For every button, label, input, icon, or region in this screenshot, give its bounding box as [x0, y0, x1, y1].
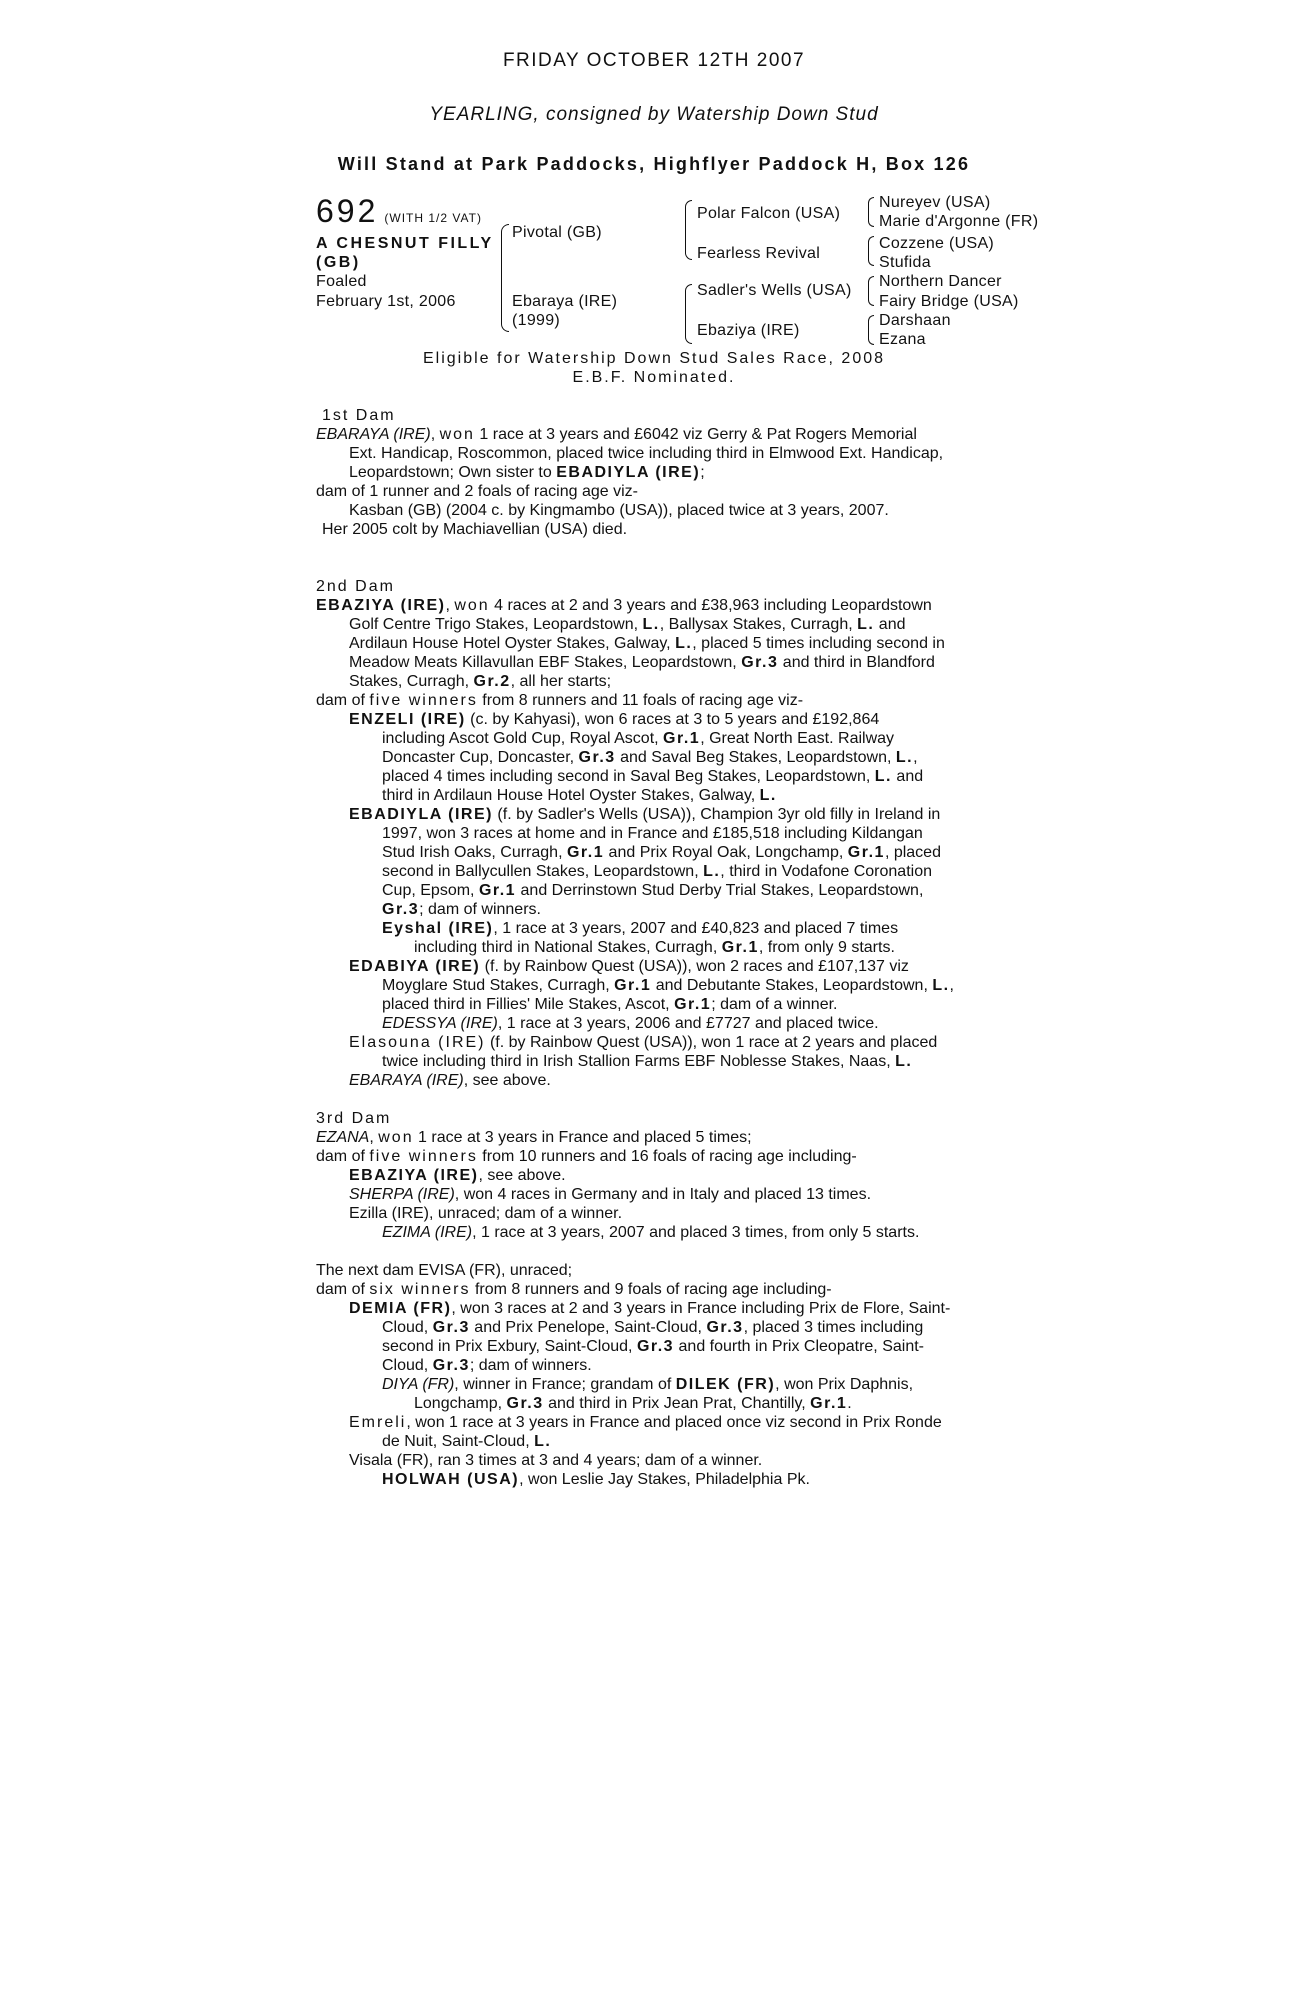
second-dam-heading: 2nd Dam: [316, 578, 395, 595]
foaled-date: February 1st, 2006: [316, 293, 456, 310]
pedigree-sire: Pivotal (GB): [512, 224, 602, 241]
second-dam-line: Meadow Meats Killavullan EBF Stakes, Leopardstown, Gr.3 and third in Blandford: [349, 654, 935, 671]
pedigree-brace: [868, 276, 874, 306]
eligibility-ebf: E.B.F. Nominated.: [572, 369, 736, 386]
stand-location: Will Stand at Park Paddocks, Highflyer Paddock H, Box 126: [337, 154, 971, 174]
second-dam-line: including third in National Stakes, Curragh, Gr.1, from only 9 starts.: [414, 939, 895, 956]
first-dam-line: Leopardstown; Own sister to EBADIYLA (IRE);: [349, 464, 705, 481]
second-dam-line: twice including third in Irish Stallion Farms EBF Noblesse Stakes, Naas, L.: [382, 1053, 913, 1070]
pedigree-sire-dam: Fearless Revival: [697, 245, 821, 262]
pedigree-dam: Ebaraya (IRE): [512, 293, 618, 310]
third-dam-line: Ezilla (IRE), unraced; dam of a winner.: [349, 1205, 623, 1222]
lot-description-country: (GB): [316, 254, 361, 271]
pedigree-dam-dam: Ebaziya (IRE): [697, 322, 800, 339]
next-dam-line: de Nuit, Saint-Cloud, L.: [382, 1433, 552, 1450]
first-dam-heading: 1st Dam: [322, 407, 396, 424]
second-dam-line: including Ascot Gold Cup, Royal Ascot, Gr.1, Great North East. Railway: [382, 730, 895, 747]
second-dam-line: Stud Irish Oaks, Curragh, Gr.1 and Prix Royal Oak, Longchamp, Gr.1, placed: [382, 844, 941, 861]
second-dam-line: Ardilaun House Hotel Oyster Stakes, Galway, L., placed 5 times including second in: [349, 635, 945, 652]
lot-vat: (WITH 1/2 VAT): [384, 211, 482, 225]
second-dam-line: Doncaster Cup, Doncaster, Gr.3 and Saval Beg Stakes, Leopardstown, L.,: [382, 749, 918, 766]
next-dam-line: DEMIA (FR), won 3 races at 2 and 3 years in France including Prix de Flore, Saint-: [349, 1300, 951, 1317]
eligibility-race: Eligible for Watership Down Stud Sales Race, 2008: [422, 350, 886, 367]
second-dam-line: EBARAYA (IRE), see above.: [349, 1072, 551, 1089]
second-dam-line: Stakes, Curragh, Gr.2, all her starts;: [349, 673, 612, 690]
pedigree-gen3-3: Cozzene (USA): [879, 235, 995, 252]
next-dam-line: HOLWAH (USA), won Leslie Jay Stakes, Philadelphia Pk.: [382, 1471, 810, 1488]
second-dam-line: 1997, won 3 races at home and in France and £185,518 including Kildangan: [382, 825, 923, 842]
third-dam-heading: 3rd Dam: [316, 1110, 392, 1127]
next-dam-line: Cloud, Gr.3; dam of winners.: [382, 1357, 592, 1374]
pedigree-brace: [868, 197, 874, 227]
pedigree-sire-sire: Polar Falcon (USA): [697, 205, 841, 222]
pedigree-brace: [685, 200, 692, 260]
third-dam-line: SHERPA (IRE), won 4 races in Germany and in Italy and placed 13 times.: [349, 1186, 872, 1203]
third-dam-line: EZIMA (IRE), 1 race at 3 years, 2007 and placed 3 times, from only 5 starts.: [382, 1224, 920, 1241]
second-dam-line: EDABIYA (IRE) (f. by Rainbow Quest (USA)), won 2 races and £107,137 viz: [349, 958, 909, 975]
second-dam-line: placed third in Fillies' Mile Stakes, Ascot, Gr.1; dam of a winner.: [382, 996, 838, 1013]
second-dam-line: Eyshal (IRE), 1 race at 3 years, 2007 and £40,823 and placed 7 times: [382, 920, 899, 937]
foaled-label: Foaled: [316, 273, 367, 290]
second-dam-line: Golf Centre Trigo Stakes, Leopardstown, L., Ballysax Stakes, Curragh, L. and: [349, 616, 906, 633]
lot-description: A CHESNUT FILLY: [316, 235, 494, 252]
next-dam-line: Longchamp, Gr.3 and third in Prix Jean Prat, Chantilly, Gr.1.: [414, 1395, 852, 1412]
first-dam-line: Her 2005 colt by Machiavellian (USA) died.: [322, 521, 628, 538]
catalogue-body: [316, 406, 1006, 1489]
first-dam-line: dam of 1 runner and 2 foals of racing age viz-: [316, 483, 638, 500]
lot-number: [316, 193, 482, 230]
next-dam-line: The next dam EVISA (FR), unraced;: [316, 1262, 573, 1279]
next-dam-line: Emreli, won 1 race at 3 years in France and placed once viz second in Prix Ronde: [349, 1414, 942, 1431]
first-dam-line: Ext. Handicap, Roscommon, placed twice including third in Elmwood Ext. Handicap,: [349, 445, 944, 462]
lot-number-value: 692: [316, 193, 379, 229]
sale-date: FRIDAY OCTOBER 12TH 2007: [502, 50, 806, 71]
consignment-subtitle: YEARLING, consigned by Watership Down Stud: [429, 104, 879, 125]
second-dam-line: second in Ballycullen Stakes, Leopardstown, L., third in Vodafone Coronation: [382, 863, 932, 880]
second-dam-line: placed 4 times including second in Saval Beg Stakes, Leopardstown, L. and: [382, 768, 924, 785]
pedigree-gen3-8: Ezana: [879, 331, 926, 348]
second-dam-line: EDESSYA (IRE), 1 race at 3 years, 2006 and £7727 and placed twice.: [382, 1015, 879, 1032]
pedigree-brace: [868, 315, 874, 345]
pedigree-dam-sire: Sadler's Wells (USA): [697, 282, 852, 299]
second-dam-line: ENZELI (IRE) (c. by Kahyasi), won 6 races at 3 to 5 years and £192,864: [349, 711, 880, 728]
pedigree-dam-year: (1999): [512, 312, 561, 329]
second-dam-line: third in Ardilaun House Hotel Oyster Stakes, Galway, L.: [382, 787, 777, 804]
pedigree-gen3-1: Nureyev (USA): [879, 194, 991, 211]
second-dam-line: dam of five winners from 8 runners and 11 foals of racing age viz-: [316, 692, 804, 709]
second-dam-line: Moyglare Stud Stakes, Curragh, Gr.1 and Debutante Stakes, Leopardstown, L.,: [382, 977, 954, 994]
next-dam-line: second in Prix Exbury, Saint-Cloud, Gr.3 and fourth in Prix Cleopatre, Saint-: [382, 1338, 924, 1355]
first-dam-line: Kasban (GB) (2004 c. by Kingmambo (USA)), placed twice at 3 years, 2007.: [349, 502, 889, 519]
pedigree-brace: [868, 236, 874, 266]
pedigree-gen3-6: Fairy Bridge (USA): [879, 293, 1019, 310]
second-dam-line: Elasouna (IRE) (f. by Rainbow Quest (USA)), won 1 race at 2 years and placed: [349, 1034, 938, 1051]
next-dam-line: Cloud, Gr.3 and Prix Penelope, Saint-Cloud, Gr.3, placed 3 times including: [382, 1319, 924, 1336]
pedigree-brace: [501, 224, 509, 332]
pedigree-gen3-4: Stufida: [879, 254, 931, 271]
second-dam-line: Gr.3; dam of winners.: [382, 901, 541, 918]
second-dam-line: EBADIYLA (IRE) (f. by Sadler's Wells (USA)), Champion 3yr old filly in Ireland in: [349, 806, 941, 823]
pedigree-gen3-5: Northern Dancer: [879, 273, 1002, 290]
next-dam-line: DIYA (FR), winner in France; grandam of DILEK (FR), won Prix Daphnis,: [382, 1376, 914, 1393]
pedigree-gen3-7: Darshaan: [879, 312, 951, 329]
pedigree-brace: [685, 284, 692, 344]
first-dam-line: EBARAYA (IRE), won 1 race at 3 years and £6042 viz Gerry & Pat Rogers Memorial: [316, 426, 917, 443]
pedigree-gen3-2: Marie d'Argonne (FR): [879, 213, 1039, 230]
third-dam-line: dam of five winners from 10 runners and 16 foals of racing age including-: [316, 1148, 857, 1165]
third-dam-line: EZANA, won 1 race at 3 years in France and placed 5 times;: [316, 1129, 752, 1146]
third-dam-line: EBAZIYA (IRE), see above.: [349, 1167, 566, 1184]
second-dam-line: Cup, Epsom, Gr.1 and Derrinstown Stud Derby Trial Stakes, Leopardstown,: [382, 882, 924, 899]
next-dam-line: Visala (FR), ran 3 times at 3 and 4 years; dam of a winner.: [349, 1452, 763, 1469]
next-dam-line: dam of six winners from 8 runners and 9 foals of racing age including-: [316, 1281, 832, 1298]
second-dam-line: EBAZIYA (IRE), won 4 races at 2 and 3 years and £38,963 including Leopardstown: [316, 597, 932, 614]
